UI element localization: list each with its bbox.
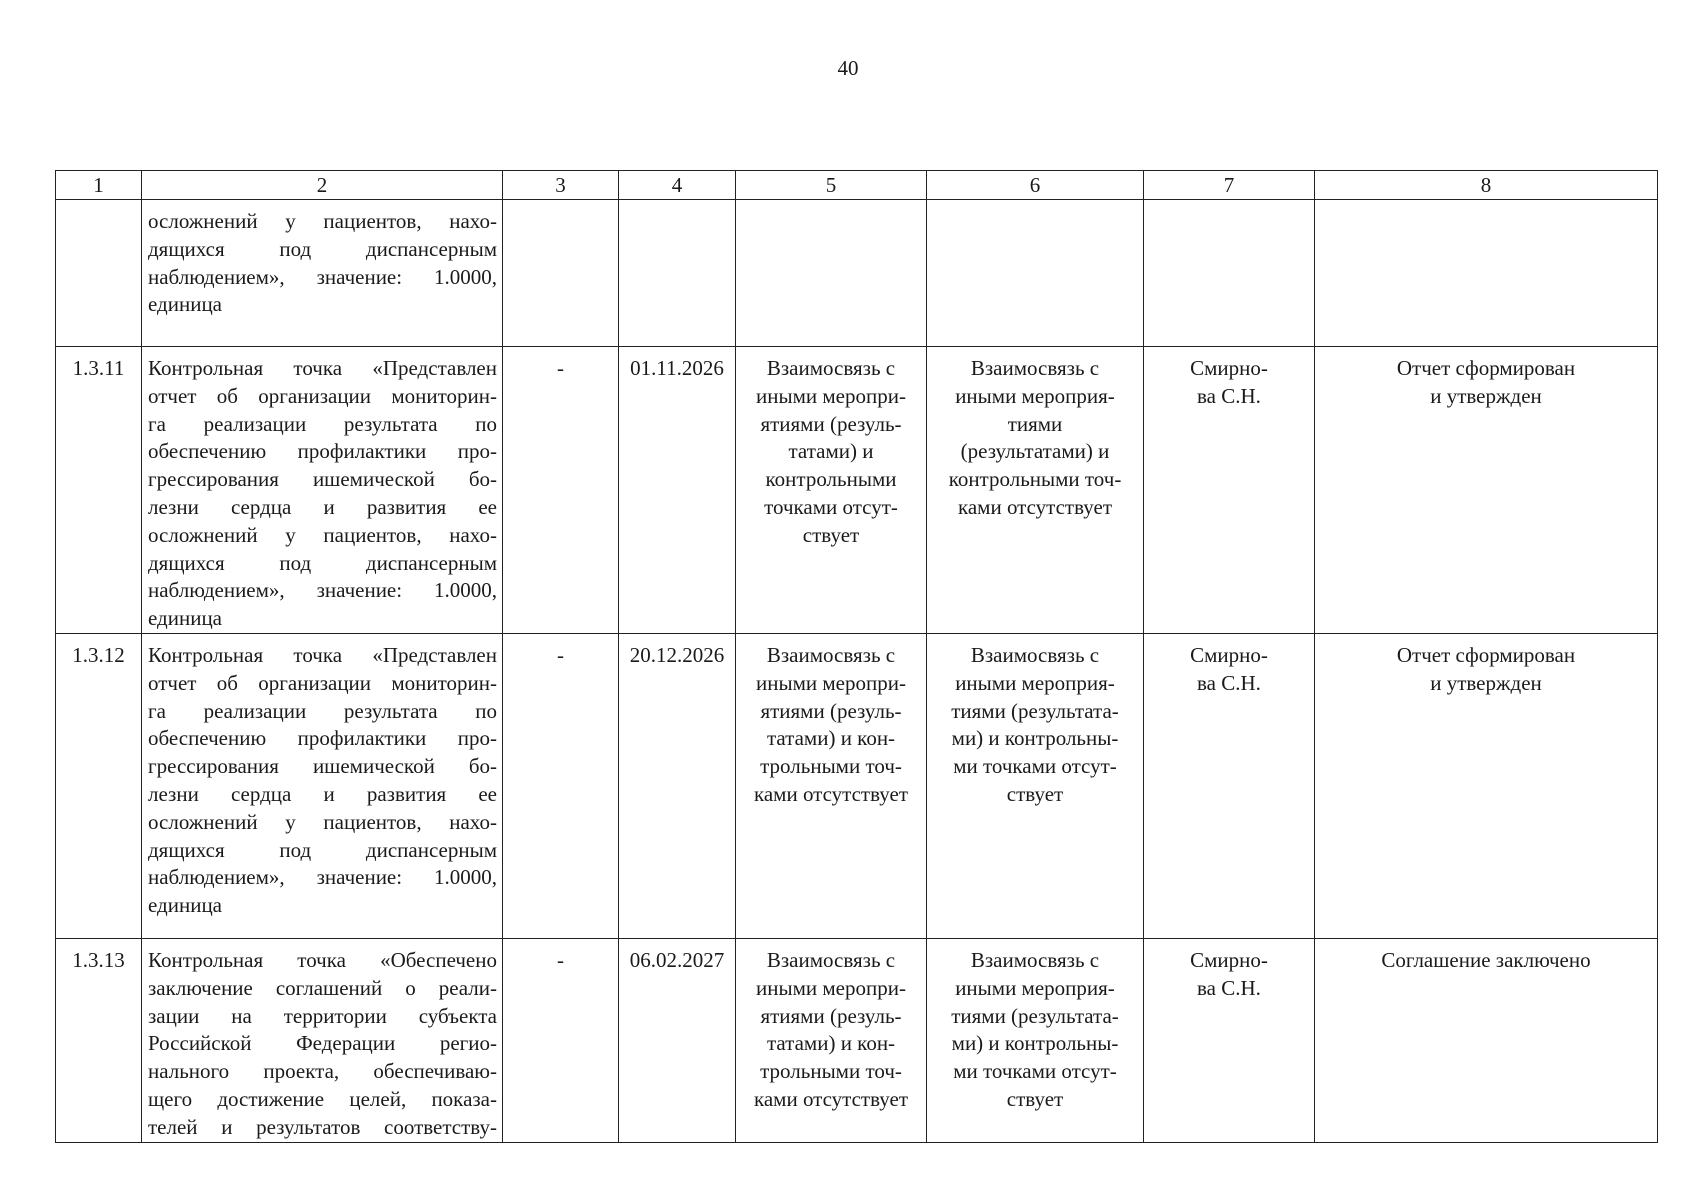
relation-line: ствует <box>802 522 860 547</box>
cell-date <box>619 347 736 634</box>
column-header: 4 <box>619 171 736 200</box>
cell-responsible <box>1144 200 1315 347</box>
relation-line: ми) и контрольны- <box>951 1031 1119 1056</box>
column-header: 7 <box>1144 171 1315 200</box>
relation-line: иными мероприя- <box>955 383 1115 408</box>
cell-id <box>56 939 142 1143</box>
relation-line: Взаимосвязь с <box>766 948 896 972</box>
description-line: единица <box>148 292 223 317</box>
description-line: грессирования ишемической бо- <box>148 754 497 779</box>
control-points-table <box>55 170 1658 1143</box>
description-line: га реализации результата по <box>148 698 497 723</box>
column-header: 8 <box>1315 171 1658 200</box>
cell-relation-activities <box>736 347 927 634</box>
description-line: га реализации результата по <box>148 411 497 436</box>
result-line: Соглашение заключено <box>1381 948 1591 972</box>
cell-responsible <box>1144 347 1315 634</box>
description-line: отчет об организации мониторин- <box>148 670 497 695</box>
description-line: Российской Федерации регио- <box>148 1031 497 1056</box>
result-line: и утвержден <box>1430 383 1542 408</box>
col3-value: - <box>557 948 564 972</box>
relation-line: тиями (результата- <box>951 1003 1119 1028</box>
relation-line: Взаимосвязь с <box>970 356 1100 380</box>
responsible-line: Смирно- <box>1190 948 1268 972</box>
description-line: обеспечению профилактики про- <box>148 726 497 751</box>
cell-col3 <box>503 347 619 634</box>
cell-description <box>142 634 503 939</box>
responsible-line: Смирно- <box>1190 356 1268 380</box>
column-header: 2 <box>142 171 503 200</box>
header-row <box>56 171 1658 200</box>
cell-result <box>1315 634 1658 939</box>
description-line: дящихся под диспансерным <box>148 550 497 575</box>
cell-responsible <box>1144 634 1315 939</box>
col3-value: - <box>557 643 564 667</box>
table-row <box>56 634 1658 939</box>
row-id: 1.3.12 <box>72 643 125 667</box>
cell-result <box>1315 200 1658 347</box>
relation-line: ятиями (резуль- <box>760 411 902 436</box>
date-value: 20.12.2026 <box>629 643 725 667</box>
relation-line: трольными точ- <box>760 1059 902 1084</box>
date-value: 01.11.2026 <box>630 356 724 380</box>
relation-line: тиями <box>1007 411 1063 436</box>
table-row <box>56 939 1658 1143</box>
cell-description <box>142 939 503 1143</box>
responsible-line: ва С.Н. <box>1197 670 1261 695</box>
cell-relation-points <box>927 939 1144 1143</box>
description-line: щего достижение целей, показа- <box>148 1086 497 1111</box>
relation-line: Взаимосвязь с <box>970 643 1100 667</box>
relation-line: Взаимосвязь с <box>766 643 896 667</box>
relation-line: ками отсутствует <box>957 494 1113 519</box>
cell-responsible <box>1144 939 1315 1143</box>
cell-relation-activities <box>736 200 927 347</box>
cell-description <box>142 347 503 634</box>
description-line: дящихся под диспансерным <box>148 837 497 862</box>
cell-relation-points <box>927 200 1144 347</box>
relation-line: точками отсут- <box>764 494 898 519</box>
relation-line: ятиями (резуль- <box>760 1003 902 1028</box>
relation-line: Взаимосвязь с <box>766 356 896 380</box>
row-id: 1.3.11 <box>72 356 125 380</box>
description-line: осложнений у пациентов, нахо- <box>148 209 497 233</box>
relation-line: иными меропри- <box>756 383 906 408</box>
cell-relation-activities <box>736 634 927 939</box>
relation-line: ятиями (резуль- <box>760 698 902 723</box>
cell-col3 <box>503 200 619 347</box>
column-header: 6 <box>927 171 1144 200</box>
relation-line: ми точками отсут- <box>953 1059 1117 1084</box>
relation-line: ствует <box>1006 1086 1064 1111</box>
description-line: заключение соглашений о реали- <box>148 975 497 1000</box>
relation-line: ми) и контрольны- <box>951 726 1119 751</box>
description-line: наблюдением», значение: 1.0000, <box>148 578 497 603</box>
relation-line: иными мероприя- <box>955 670 1115 695</box>
description-line: лезни сердца и развития ее <box>148 494 497 519</box>
cell-relation-activities <box>736 939 927 1143</box>
column-header: 1 <box>56 171 142 200</box>
relation-line: трольными точ- <box>760 754 902 779</box>
description-line: грессирования ишемической бо- <box>148 467 497 492</box>
relation-line: иными меропри- <box>756 670 906 695</box>
relation-line: ствует <box>1006 781 1064 806</box>
relation-line: татами) и <box>788 439 874 464</box>
result-line: и утвержден <box>1430 670 1542 695</box>
relation-line: контрольными точ- <box>948 467 1122 492</box>
relation-line: (результатами) и <box>960 439 1110 464</box>
description-line: наблюдением», значение: 1.0000, <box>148 264 497 289</box>
description-line: наблюдением», значение: 1.0000, <box>148 865 497 890</box>
relation-line: татами) и кон- <box>766 726 896 751</box>
description-line: Контрольная точка «Представлен <box>148 356 497 380</box>
relation-line: татами) и кон- <box>766 1031 896 1056</box>
cell-date <box>619 634 736 939</box>
description-line: единица <box>148 606 223 631</box>
description-line: отчет об организации мониторин- <box>148 383 497 408</box>
responsible-line: ва С.Н. <box>1197 975 1261 1000</box>
relation-line: Взаимосвязь с <box>970 948 1100 972</box>
cell-id <box>56 200 142 347</box>
responsible-line: Смирно- <box>1190 643 1268 667</box>
description-line: телей и результатов соответству- <box>148 1114 497 1139</box>
table-row <box>56 200 1658 347</box>
relation-line: ми точками отсут- <box>953 754 1117 779</box>
result-line: Отчет сформирован <box>1396 643 1576 667</box>
relation-line: тиями (результата- <box>951 698 1119 723</box>
description-line: Контрольная точка «Представлен <box>148 643 497 667</box>
result-line: Отчет сформирован <box>1396 356 1576 380</box>
description-line: Контрольная точка «Обеспечено <box>148 948 497 972</box>
relation-line: иными мероприя- <box>955 975 1115 1000</box>
relation-line: иными меропри- <box>756 975 906 1000</box>
column-header: 3 <box>503 171 619 200</box>
relation-line: ками отсутствует <box>753 781 909 806</box>
column-header: 5 <box>736 171 927 200</box>
cell-result <box>1315 347 1658 634</box>
table-row <box>56 347 1658 634</box>
cell-relation-points <box>927 347 1144 634</box>
description-line: единица <box>148 893 223 918</box>
relation-line: контрольными <box>765 467 897 492</box>
row-id: 1.3.13 <box>72 948 125 972</box>
description-line: нального проекта, обеспечиваю- <box>148 1059 497 1084</box>
page-number: 40 <box>837 56 859 80</box>
cell-id <box>56 634 142 939</box>
description-line: лезни сердца и развития ее <box>148 781 497 806</box>
col3-value: - <box>557 356 564 380</box>
cell-date <box>619 939 736 1143</box>
description-line: осложнений у пациентов, нахо- <box>148 522 497 547</box>
relation-line: ками отсутствует <box>753 1086 909 1111</box>
cell-col3 <box>503 939 619 1143</box>
cell-description <box>142 200 503 347</box>
cell-id <box>56 347 142 634</box>
date-value: 06.02.2027 <box>629 948 725 972</box>
cell-date <box>619 200 736 347</box>
responsible-line: ва С.Н. <box>1197 383 1261 408</box>
description-line: осложнений у пациентов, нахо- <box>148 809 497 834</box>
description-line: зации на территории субъекта <box>148 1003 497 1028</box>
cell-col3 <box>503 634 619 939</box>
cell-relation-points <box>927 634 1144 939</box>
description-line: обеспечению профилактики про- <box>148 439 497 464</box>
description-line: дящихся под диспансерным <box>148 236 497 261</box>
cell-result <box>1315 939 1658 1143</box>
